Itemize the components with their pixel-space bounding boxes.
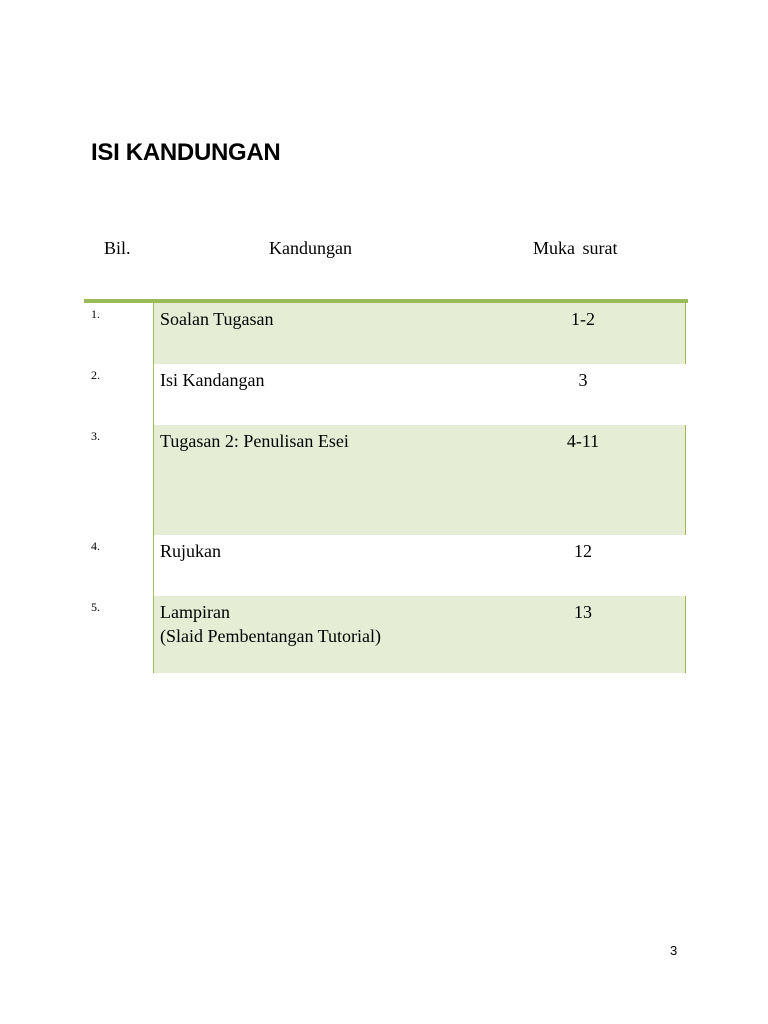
row-number: 5. [91, 600, 100, 614]
row-body [153, 596, 686, 673]
row-title-line: Soalan Tugasan [160, 309, 274, 329]
row-title [160, 307, 274, 331]
table-row [84, 535, 688, 596]
header-muka-surat: Muka surat [533, 238, 618, 258]
row-title [160, 600, 381, 648]
page-number: 3 [670, 943, 678, 958]
row-page: 13 [574, 602, 592, 622]
row-title-line: Tugasan 2: Penulisan Esei [160, 431, 349, 451]
page-title: ISI KANDUNGAN [91, 139, 281, 166]
row-number: 4. [91, 539, 100, 553]
row-title [160, 539, 221, 563]
table-row [84, 425, 688, 535]
row-title-line: Isi Kandangan [160, 370, 265, 390]
row-body [153, 364, 686, 425]
header-bil: Bil. [104, 238, 131, 258]
row-number: 3. [91, 429, 100, 443]
row-title [160, 429, 349, 453]
row-number: 1. [91, 307, 100, 321]
table-row [84, 364, 688, 425]
table-row [84, 303, 688, 364]
row-title-line: Rujukan [160, 541, 221, 561]
row-body [153, 535, 686, 596]
table-header-row [84, 238, 688, 268]
row-page: 12 [574, 541, 592, 561]
table-row [84, 596, 688, 673]
row-body [153, 303, 686, 364]
row-body [153, 425, 686, 535]
table-of-contents [84, 299, 688, 673]
row-page: 1-2 [571, 309, 595, 329]
row-page: 4-11 [566, 431, 600, 451]
row-title-line: (Slaid Pembentangan Tutorial) [160, 626, 381, 646]
row-number: 2. [91, 368, 100, 382]
header-kandungan: Kandungan [269, 238, 352, 258]
row-title [160, 368, 264, 392]
row-page: 3 [578, 370, 588, 390]
row-title-line: Lampiran [160, 602, 230, 622]
